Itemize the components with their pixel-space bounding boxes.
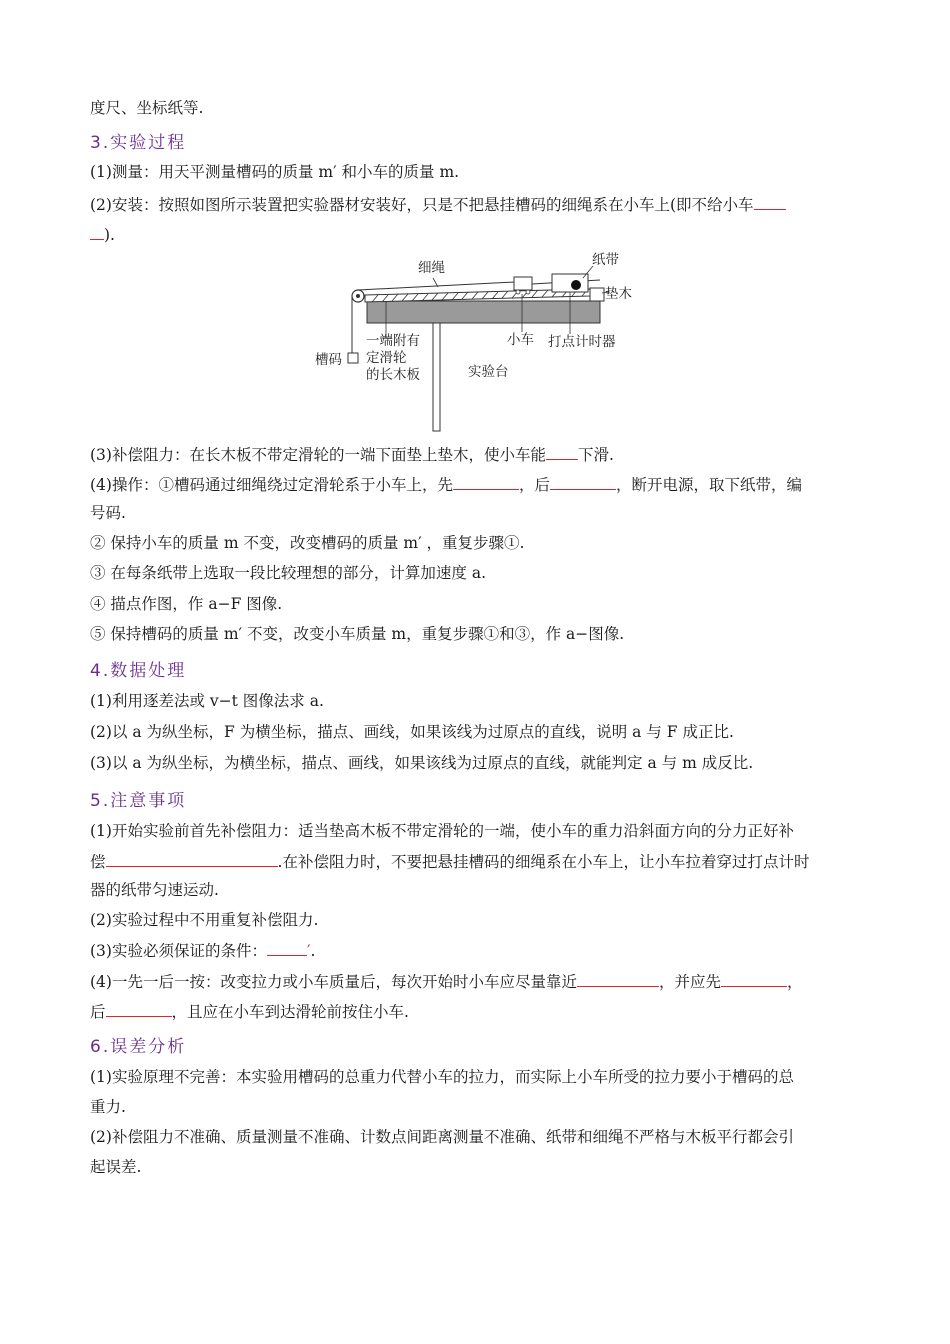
step-friction xyxy=(90,443,865,466)
cart xyxy=(514,277,532,290)
step-install-cont xyxy=(90,223,865,246)
label-timer: 打点计时器 xyxy=(548,334,616,350)
lab-table xyxy=(367,301,600,323)
prime-mark: ′ xyxy=(306,942,311,960)
table-leg xyxy=(433,323,440,431)
note-4 xyxy=(90,970,865,993)
step-operate-text: (4)操作：①槽码通过细绳绕过定滑轮系于小车上，先 xyxy=(90,476,453,494)
answer-blank[interactable] xyxy=(550,473,616,490)
label-weight: 槽码 xyxy=(315,352,342,368)
step-3: ③ 在每条纸带上选取一段比较理想的部分，计算加速度 a. xyxy=(90,564,487,582)
section-title-notes: 5.注意事项 xyxy=(90,791,187,811)
step-operate-mid: ，后 xyxy=(518,476,550,494)
note-4-after: 后 xyxy=(90,1003,106,1021)
error-1: (1)实验原理不完善：本实验用槽码的总重力代替小车的拉力，而实际上小车所受的拉力要小于槽码的总 xyxy=(90,1068,794,1086)
apparatus-diagram xyxy=(300,248,650,438)
rope xyxy=(358,282,515,290)
note-4-end: ，且应在小车到达滑轮前按住小车. xyxy=(171,1003,409,1021)
section-title-data: 4.数据处理 xyxy=(90,661,187,681)
label-rope: 细绳 xyxy=(418,260,445,276)
answer-blank[interactable] xyxy=(106,1000,172,1017)
section-title-error: 6.误差分析 xyxy=(90,1037,187,1057)
note-4-cont xyxy=(90,1000,865,1023)
answer-blank[interactable] xyxy=(546,443,578,460)
note-1-start: 偿 xyxy=(90,853,106,871)
label-cart: 小车 xyxy=(507,332,534,348)
step-operate-rest: ，断开电源，取下纸带，编 xyxy=(615,476,802,494)
answer-blank[interactable] xyxy=(267,939,307,956)
intro-line: 度尺、坐标纸等. xyxy=(90,99,204,117)
note-1-end: 器的纸带匀速运动. xyxy=(90,881,219,899)
label-tape: 纸带 xyxy=(592,252,619,268)
note-2: (2)实验过程中不用重复补偿阻力. xyxy=(90,911,319,929)
data-1: (1)利用逐差法或 v−t 图像法求 a. xyxy=(90,692,324,710)
data-3: (3)以 a 为纵坐标，为横坐标，描点、画线，如果该线为过原点的直线，就能判定 a 与 m 成反比. xyxy=(90,754,754,772)
label-board-2: 定滑轮 xyxy=(366,350,407,366)
step-measure: (1)测量：用天平测量槽码的质量 m′ 和小车的质量 m. xyxy=(90,163,460,181)
error-2: (2)补偿阻力不准确、质量测量不准确、计数点间距离测量不准确、纸带和细绳不严格与木板平行都会引 xyxy=(90,1128,794,1146)
step-4: ④ 描点作图，作 a−F 图像. xyxy=(90,595,283,613)
pad-block xyxy=(590,288,604,301)
answer-blank[interactable] xyxy=(453,473,519,490)
error-1-cont: 重力. xyxy=(90,1098,126,1116)
note-1-rest: .在补偿阻力时，不要把悬挂槽码的细绳系在小车上，让小车拉着穿过打点计时 xyxy=(277,853,810,871)
step-friction-end: 下滑. xyxy=(577,446,614,464)
note-1-cont xyxy=(90,850,865,873)
note-3 xyxy=(90,939,865,962)
label-pad: 垫木 xyxy=(605,286,632,302)
step-install-end: ). xyxy=(104,226,115,244)
note-4-mid: ，并应先 xyxy=(658,973,721,991)
answer-blank[interactable] xyxy=(106,850,278,867)
label-table: 实验台 xyxy=(468,364,509,380)
data-2: (2)以 a 为纵坐标，F 为横坐标，描点、画线，如果该线为过原点的直线，说明 a 与 F 成正比. xyxy=(90,723,734,741)
timer-box xyxy=(552,274,588,292)
section-title-process: 3.实验过程 xyxy=(90,133,187,153)
step-install-text: (2)安装：按照如图所示装置把实验器材安装好，只是不把悬挂槽码的细绳系在小车上(即不给小车 xyxy=(90,196,754,214)
answer-blank[interactable] xyxy=(577,970,659,987)
label-board-1: 一端附有 xyxy=(366,333,420,349)
step-5: ⑤ 保持槽码的质量 m′ 不变，改变小车质量 m，重复步骤①和③，作 a−图像. xyxy=(90,625,625,643)
note-3-end: . xyxy=(310,942,316,960)
note-1: (1)开始实验前首先补偿阻力：适当垫高木板不带定滑轮的一端，使小车的重力沿斜面方向的分力正好补 xyxy=(90,822,794,840)
step-operate-cont: 号码. xyxy=(90,504,126,522)
note-4-text: (4)一先一后一按：改变拉力或小车质量后，每次开始时小车应尽量靠近 xyxy=(90,973,577,991)
error-2-cont: 起误差. xyxy=(90,1158,142,1176)
answer-blank[interactable] xyxy=(754,193,786,210)
step-2: ② 保持小车的质量 m 不变，改变槽码的质量 m′ ，重复步骤①. xyxy=(90,534,525,552)
note-4-comma: ， xyxy=(786,973,803,991)
answer-blank[interactable] xyxy=(721,970,787,987)
step-operate xyxy=(90,473,865,496)
weight-block xyxy=(348,353,358,363)
step-install xyxy=(90,193,865,216)
note-3-text: (3)实验必须保证的条件： xyxy=(90,942,267,960)
answer-blank[interactable] xyxy=(90,223,104,240)
label-board-3: 的长木板 xyxy=(366,367,420,383)
step-friction-text: (3)补偿阻力：在长木板不带定滑轮的一端下面垫上垫木，使小车能 xyxy=(90,446,546,464)
